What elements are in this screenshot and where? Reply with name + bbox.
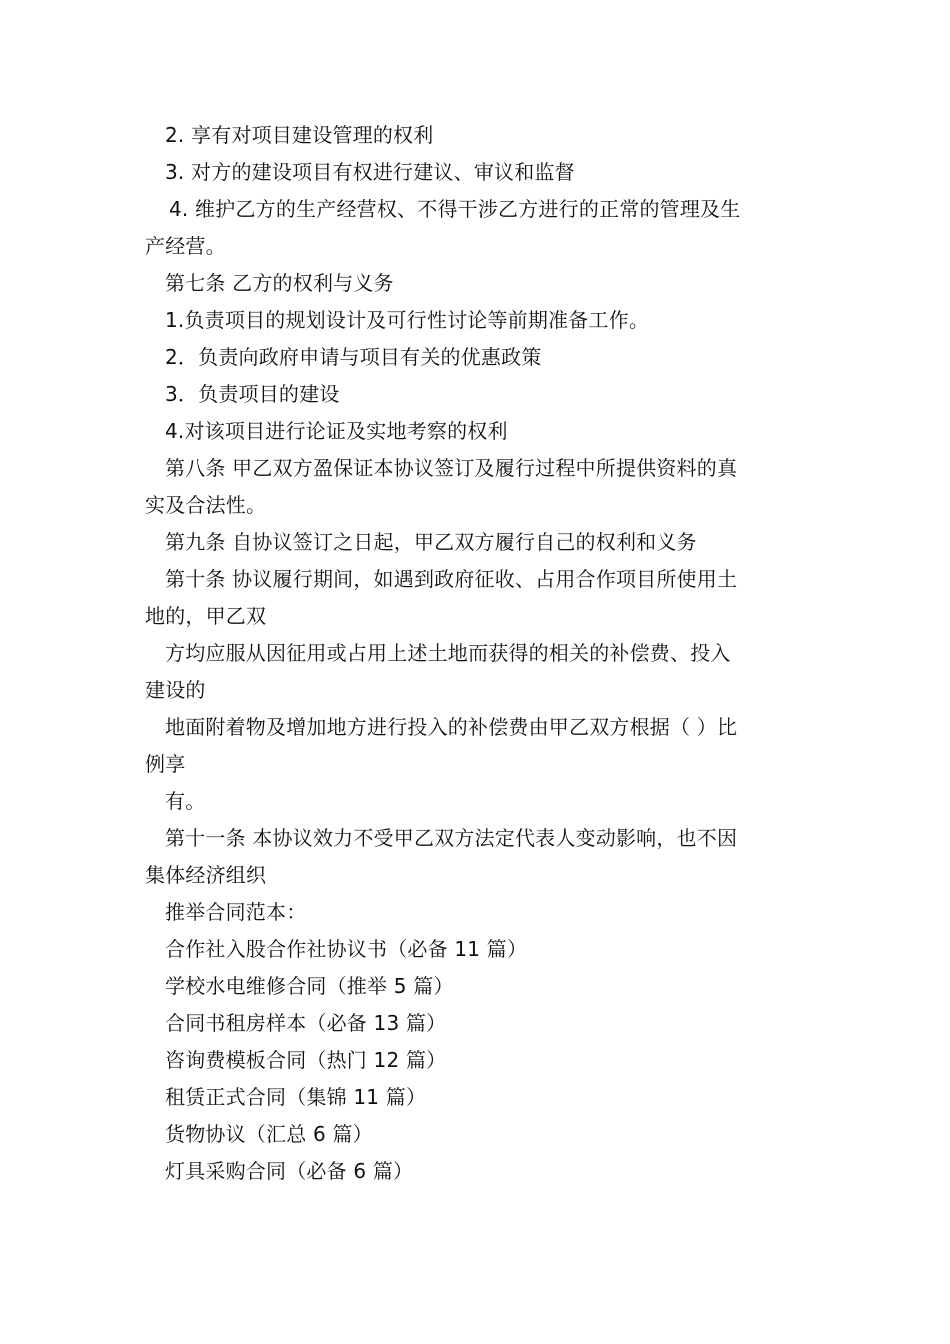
clause-item-3: 3. 对方的建设项目有权进行建议、审议和监督 (165, 160, 575, 184)
article-9: 第九条 自协议签订之日起，甲乙双方履行自己的权利和义务 (165, 530, 697, 554)
recommended-template-item: 租赁正式合同（集锦 11 篇） (165, 1085, 427, 1109)
article-11-continued: 集体经济组织 (145, 863, 267, 887)
clause-item-4: 4. 维护乙方的生产经营权、不得干涉乙方进行的正常的管理及生 (169, 197, 741, 221)
recommended-templates-heading: 推举合同范本： (165, 900, 307, 924)
recommended-template-item: 咨询费模板合同（热门 12 篇） (165, 1048, 447, 1072)
article-10-continued-5: 例享 (145, 752, 186, 776)
article-11: 第十一条 本协议效力不受甲乙双方法定代表人变动影响，也不因 (165, 826, 738, 850)
article-8: 第八条 甲乙双方盈保证本协议签订及履行过程中所提供资料的真 (165, 456, 738, 480)
clause-item-4-continued: 产经营。 (145, 234, 226, 258)
article-10-continued-1: 地的，甲乙双 (145, 604, 267, 628)
recommended-template-item: 学校水电维修合同（推举 5 篇） (165, 974, 454, 998)
article-7-item-2: 2．负责向政府申请与项目有关的优惠政策 (165, 345, 542, 369)
article-10-continued-4: 地面附着物及增加地方进行投入的补偿费由甲乙双方根据（ ）比 (165, 715, 738, 739)
article-7-item-4: 4.对该项目进行论证及实地考察的权利 (165, 419, 508, 443)
recommended-template-item: 合同书租房样本（必备 13 篇） (165, 1011, 447, 1035)
article-8-continued: 实及合法性。 (145, 493, 267, 517)
article-10-continued-2: 方均应服从因征用或占用上述土地而获得的相关的补偿费、投入 (165, 641, 731, 665)
recommended-template-item: 灯具采购合同（必备 6 篇） (165, 1159, 414, 1183)
article-7-item-1: 1.负责项目的规划设计及可行性讨论等前期准备工作。 (165, 308, 650, 332)
article-10-continued-3: 建设的 (145, 678, 206, 702)
article-7-item-3: 3．负责项目的建设 (165, 382, 340, 406)
recommended-template-item: 货物协议（汇总 6 篇） (165, 1122, 373, 1146)
article-10-continued-6: 有。 (165, 789, 206, 813)
article-7-heading: 第七条 乙方的权利与义务 (165, 271, 394, 295)
document-body (145, 117, 810, 1190)
article-10: 第十条 协议履行期间，如遇到政府征收、占用合作项目所使用土 (165, 567, 738, 591)
clause-item-2: 2. 享有对项目建设管理的权利 (165, 123, 434, 147)
recommended-template-item: 合作社入股合作社协议书（必备 11 篇） (165, 937, 528, 961)
